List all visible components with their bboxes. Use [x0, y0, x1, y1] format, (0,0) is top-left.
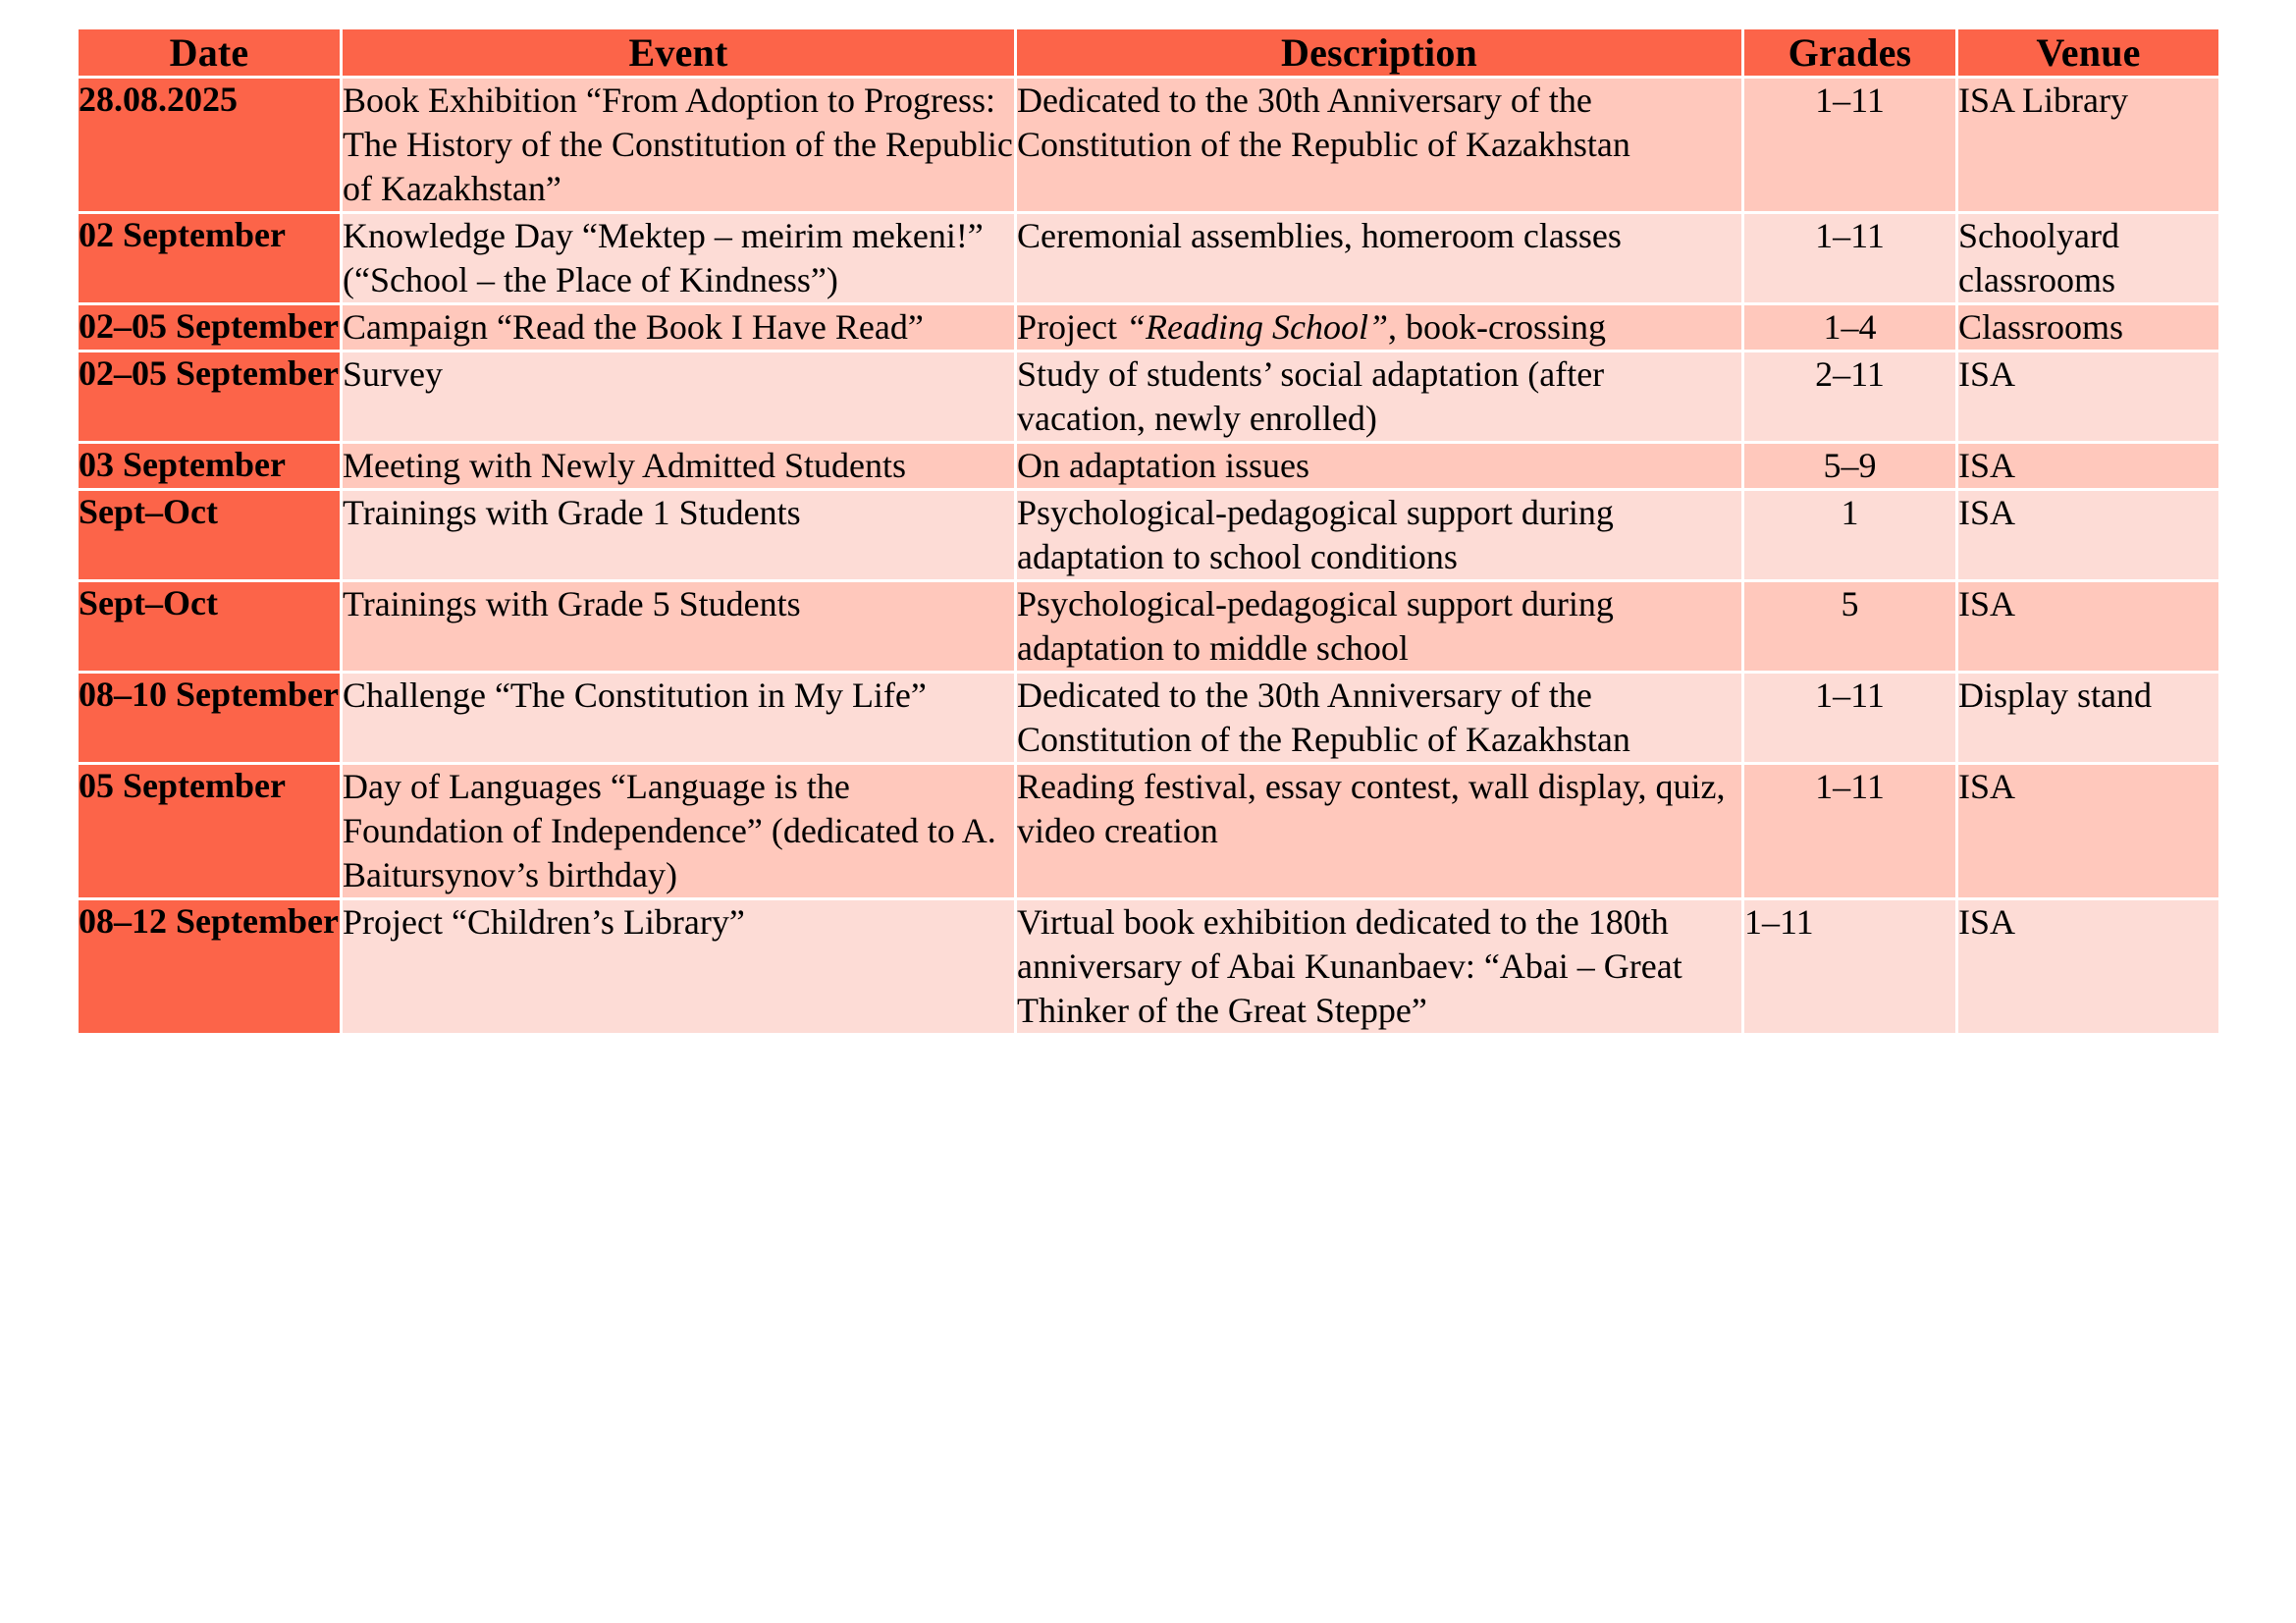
- table-row: [79, 79, 2218, 211]
- cell-venue: ISA: [1958, 900, 2218, 1033]
- cell-description: Dedicated to the 30th Anniversary of the Constitution of the Republic of Kazakhstan: [1017, 79, 1741, 211]
- cell-grades: 1–11: [1744, 765, 1955, 897]
- cell-venue: ISA Library: [1958, 79, 2218, 211]
- cell-event: Trainings with Grade 5 Students: [343, 582, 1014, 671]
- cell-date: 05 September: [79, 765, 340, 897]
- table-body: [79, 79, 2218, 1033]
- cell-event: Survey: [343, 352, 1014, 441]
- cell-venue: ISA: [1958, 352, 2218, 441]
- cell-date: 08–10 September: [79, 674, 340, 762]
- column-header-date: Date: [79, 29, 340, 76]
- cell-event: Book Exhibition “From Adoption to Progress: The History of the Constitution of the Republic of Kazakhstan”: [343, 79, 1014, 211]
- cell-description: [1017, 305, 1741, 350]
- table-header: [79, 29, 2218, 76]
- cell-description: Reading festival, essay contest, wall display, quiz, video creation: [1017, 765, 1741, 897]
- column-header-grades: Grades: [1744, 29, 1955, 76]
- description-italic-title: “Reading School”: [1125, 307, 1388, 348]
- cell-venue: ISA: [1958, 765, 2218, 897]
- table-row: [79, 491, 2218, 579]
- cell-description: Virtual book exhibition dedicated to the 180th anniversary of Abai Kunanbaev: “Abai – Great Thinker of the Great Steppe”: [1017, 900, 1741, 1033]
- cell-grades: 1–11: [1744, 900, 1955, 1033]
- cell-grades: 1: [1744, 491, 1955, 579]
- cell-venue: Classrooms: [1958, 305, 2218, 350]
- description-prefix: Project: [1017, 307, 1126, 348]
- cell-event: Knowledge Day “Mektep – meirim mekeni!” (“School – the Place of Kindness”): [343, 214, 1014, 302]
- cell-date: 28.08.2025: [79, 79, 340, 211]
- cell-date: 02–05 September: [79, 352, 340, 441]
- table-row: [79, 765, 2218, 897]
- cell-venue: Schoolyard classrooms: [1958, 214, 2218, 302]
- cell-description: Psychological-pedagogical support during adaptation to middle school: [1017, 582, 1741, 671]
- cell-grades: 1–4: [1744, 305, 1955, 350]
- cell-venue: Display stand: [1958, 674, 2218, 762]
- cell-description: On adaptation issues: [1017, 444, 1741, 488]
- cell-description: Dedicated to the 30th Anniversary of the Constitution of the Republic of Kazakhstan: [1017, 674, 1741, 762]
- description-suffix: , book-crossing: [1387, 307, 1606, 348]
- column-header-venue: Venue: [1958, 29, 2218, 76]
- cell-date: 08–12 September: [79, 900, 340, 1033]
- cell-description: Ceremonial assemblies, homeroom classes: [1017, 214, 1741, 302]
- cell-venue: ISA: [1958, 444, 2218, 488]
- cell-grades: 5: [1744, 582, 1955, 671]
- schedule-table-container: [79, 29, 2207, 1033]
- school-events-schedule-table: [76, 27, 2221, 1036]
- cell-event: Day of Languages “Language is the Foundation of Independence” (dedicated to A. Baitursynov’s birthday): [343, 765, 1014, 897]
- table-row: [79, 305, 2218, 350]
- table-header-row: [79, 29, 2218, 76]
- cell-grades: 1–11: [1744, 79, 1955, 211]
- column-header-description: Description: [1017, 29, 1741, 76]
- cell-event: Meeting with Newly Admitted Students: [343, 444, 1014, 488]
- cell-event: Campaign “Read the Book I Have Read”: [343, 305, 1014, 350]
- cell-date: 02 September: [79, 214, 340, 302]
- cell-grades: 1–11: [1744, 214, 1955, 302]
- table-row: [79, 582, 2218, 671]
- cell-event: Trainings with Grade 1 Students: [343, 491, 1014, 579]
- cell-grades: 2–11: [1744, 352, 1955, 441]
- cell-date: Sept–Oct: [79, 582, 340, 671]
- cell-event: Project “Children’s Library”: [343, 900, 1014, 1033]
- cell-description: Study of students’ social adaptation (after vacation, newly enrolled): [1017, 352, 1741, 441]
- cell-date: Sept–Oct: [79, 491, 340, 579]
- column-header-event: Event: [343, 29, 1014, 76]
- cell-venue: ISA: [1958, 491, 2218, 579]
- table-row: [79, 444, 2218, 488]
- table-row: [79, 900, 2218, 1033]
- cell-grades: 1–11: [1744, 674, 1955, 762]
- cell-date: 03 September: [79, 444, 340, 488]
- cell-grades: 5–9: [1744, 444, 1955, 488]
- cell-venue: ISA: [1958, 582, 2218, 671]
- table-row: [79, 214, 2218, 302]
- cell-date: 02–05 September: [79, 305, 340, 350]
- table-row: [79, 352, 2218, 441]
- cell-event: Challenge “The Constitution in My Life”: [343, 674, 1014, 762]
- table-row: [79, 674, 2218, 762]
- cell-description: Psychological-pedagogical support during adaptation to school conditions: [1017, 491, 1741, 579]
